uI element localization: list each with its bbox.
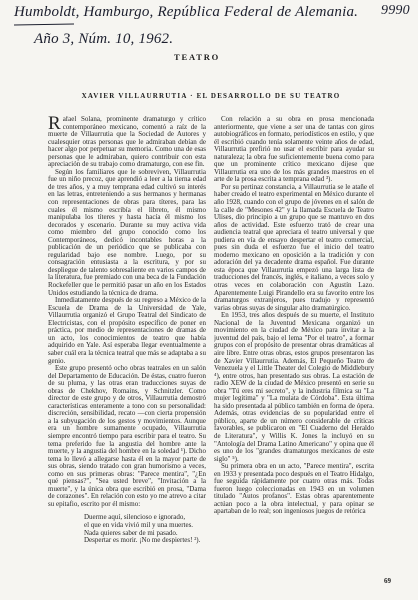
article-title: XAVIER VILLAURRUTIA · EL DESARROLLO DE SU TEATRO: [81, 92, 341, 100]
section-heading: TEATRO: [174, 52, 221, 62]
poem-line: Despertar es morir. ¡No me despiertes! ²).: [84, 536, 201, 545]
poem-line: el que en vida vivió mil y una muertes.: [84, 520, 194, 529]
left-text-column: [48, 116, 206, 594]
paragraph: Según los familiares que le sobreviven, Villaurrutia fue un niño precoz, que aprendió a leer a la tierna edad de tres años, y a muy temprana edad cultivó su interés en las letras, entreteniendo a sus hermanos y hermanas con representaciones de obras para títeres, para las cuales él mismo escribía el libreto, él mismo manipulaba los títeres y hasta hacía él mismo los decorados y escenario. Durante su muy activa vida como miembro del grupo conocido como los Contemporáneos, dedicó incontables horas a la publicación de un periódico que se publicaba con regularidad bajo ese nombre. Luego, por su consagración entusiasta a la escritura, y por su despliegue de talento sobresaliente en varios campos de la literatura, fue premiado con una beca de la Fundación Rockefeller que le permitió pasar un año en los Estados Unidos estudiando la técnica de drama.: [48, 167, 206, 297]
paragraph: Rafael Solana, prominente dramaturgo y crítico contemporáneo mexicano, comentó a raíz de la muerte de Villaurrutia que la Sociedad de Autores y cualesquier otras personas que le admiraban debían de hacer algo por perpetuar su memoria. Como una de esas personas que le admiraban, quiero contribuir con esta apreciación de su trabajo como dramaturgo, con ese fin.: [48, 116, 206, 169]
page-number: 69: [384, 577, 391, 585]
handwritten-issue-note: Año 3, Núm. 10, 1962.: [34, 31, 174, 47]
poem-line: Nada quieres saber de mi pasado.: [84, 528, 178, 537]
poem-line: Duerme aquí, silencioso e ignorado,: [84, 513, 186, 522]
handwritten-source-note: Humboldt, Hamburgo, República Federal de Alemania.: [14, 4, 359, 20]
paragraph: Con relación a su obra en prosa mencionada anteriormente, que viene a ser una de tantas con giros autobiográficos en formato, periodísticos en estilo, y que él escribió cuando tenía solamente veinte años de edad, Villaurrutia prefirió no usar el escribir para ayudar su naturaleza; la obra fue suficientemente buena como para que un prominente crítico mexicano dijese que Villaurrutia era uno de los más grandes maestros en el arte de la prosa escrita a temprana edad ³).: [214, 116, 374, 184]
paragraph: Su primera obra en un acto, "Parece mentira", escrita en 1933 y presentada poco después en el Teatro Hidalgo, fue seguida rápidamente por cuatro otras más. Todas fueron luego coleccionadas en 1943 en un volumen titulado "Autos profanos". Estas obras aparentemente actúan poco a la obra intelectual, y para opinar se apartaban de lo real; son ingeniosos juegos de retórica: [214, 462, 374, 516]
paragraph: Inmediatamente después de su regreso a México de la Escuela de Drama de la Universidad de Yale, Villaurrutia organizó el Grupo Teatral del Sindicato de Electricistas, con el propósito específico de poner en práctica, por medio de representaciones de dramas de un acto, los conocimientos de teatro que había adquirido en Yale. Así esperaba llegar eventualmente a saber cuál era la técnica teatral que más se adaptaba a su genio.: [48, 296, 206, 365]
right-text-column: [214, 116, 374, 594]
paragraph: En 1953, tres años después de su muerte, el Instituto Nacional de la Juventud Mexicana organizó un movimiento en la ciudad de México para invitar a la juventud del país, bajo el lema "Por el teatro", a formar grupos con el propósito de presentar obras dramáticas al aire libre. Entre otras obras, estos grupos presentaron las de Xavier Villaurrutia. Además, El Pequeño Teatro de Venezuela y el Little Theater del Colegio de Middlebury ⁴), entre otros, han presentado sus obras. La estación de radio XEW de la ciudad de México presentó en serie su obra "Tú eres mi secreto", y la industria fílmica su "La mujer legítima" y "La mulata de Córdoba". Esta última ha sido presentada al público también en forma de ópera. Además, otras evidencias de su popularidad entre el público, aparte de un número considerable de críticas favorables, se publicaron en "El Cuaderno del Heraldo de Literatura", y Willis K. Jones la incluyó en su "Antología del Drama Latino Americano" y opina que él es uno de los "grandes dramaturgos mexicanos de este siglo" ⁵).: [214, 311, 374, 463]
handwritten-reference-number: 9990: [381, 3, 410, 18]
paragraph: Por su pertinaz constancia, a Villaurrutia se le atañe el haber creado el teatro experimental en México durante el año 1928, cuando con el grupo de jóvenes en el salón de la calle de "Mesones 42" y la llamada Escuela de Teatro Ulises, dio principio a un grupo que se mantuvo en dos años de actividad. Este esfuerzo trató de crear una audiencia teatral que apreciara el teatro universal y que pudiera en vía de ensayo despertar el teatro comercial, pues sin duda el esfuerzo fue el inicio del teatro moderno mexicano en oposición a la tradición y con adoración del ya decadente drama español. Fue durante esta época que Villaurrutia empezó una larga lista de traducciones del francés, inglés, e italiano, a veces solo y otras veces en colaboración con Agustín Lazo. Aparentemente Luigi Pirandello era su favorito entre los dramaturgos extranjeros, pues tradujo y representó varias obras suyas de singular alto dramatúrgico.: [214, 182, 374, 312]
handwritten-underline: [14, 23, 74, 25]
epitaph-poem: [84, 514, 206, 544]
paragraph: Este grupo presentó ocho obras teatrales en un salón del Departamento de Educación. De éstas, cuatro fueron de su pluma, y las otras eran traducciones suyas de obras de Chekhov, Romains, y Schnitzler. Como director de este grupo y de otros, Villaurrutia demostró características enteramente a tono con su personalidad: discreción, sensibilidad, recato —con cierta propensión a la subyugación de los gestos y movimientos. Aunque era un hombre sumamente ocupado, Villaurrutia siempre encontró tiempo para escribir para el teatro. Su tema preferido fue la angustia del hombre ante la muerte, y la angustia del hombre en la soledad ¹). Dicho tema lo llevó a allegarse hasta él en la mayor parte de sus obras, siendo tratado con gran humorismo a veces, como en sus primeras obras: "Parece mentira", "¿En qué piensas?", "Sea usted breve", "Invitación a la muerte", y la única obra que escribió en prosa, "Dama de corazones". En relación con esto yo me atrevo a citar su epitafio, escrito por él mismo:: [48, 364, 206, 508]
